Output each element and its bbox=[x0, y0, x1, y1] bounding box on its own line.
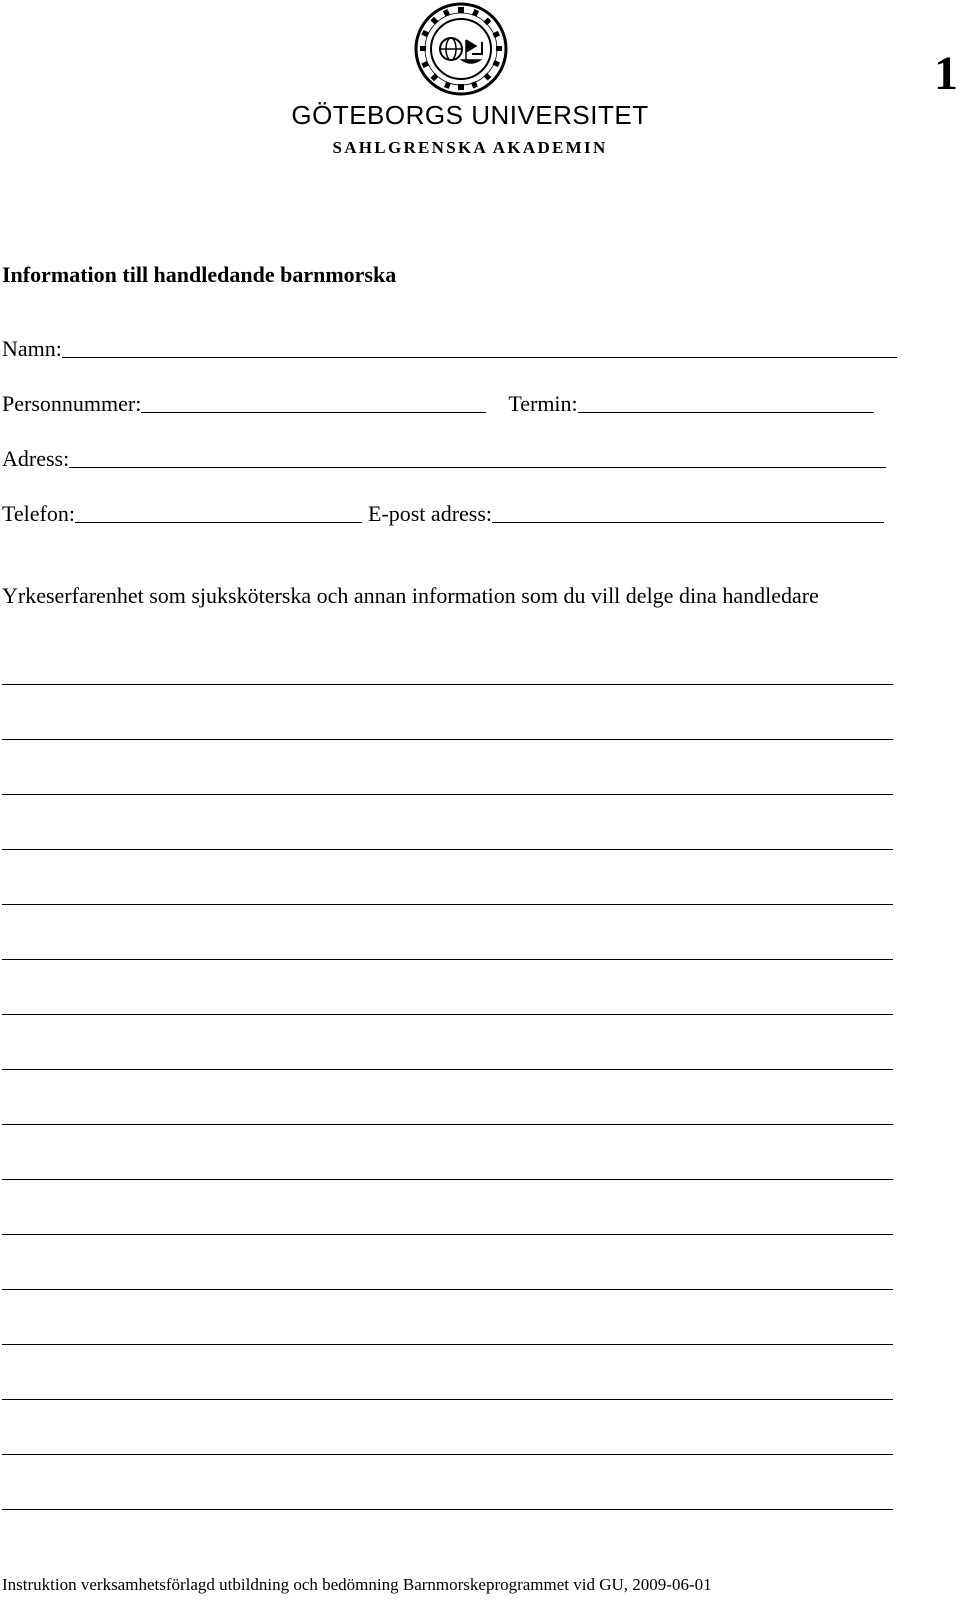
page-number: 1 bbox=[934, 47, 958, 100]
answer-line[interactable] bbox=[2, 1234, 893, 1235]
experience-description: Yrkeserfarenhet som sjuksköterska och annan information som du vill delge dina handledare bbox=[2, 583, 819, 608]
faculty-name: SAHLGRENSKA AKADEMIN bbox=[332, 138, 608, 157]
answer-line[interactable] bbox=[2, 849, 893, 850]
answer-line[interactable] bbox=[2, 684, 893, 685]
personnummer-label: Personnummer: bbox=[2, 391, 142, 416]
address-label: Adress: bbox=[2, 446, 70, 471]
termin-label: Termin: bbox=[508, 391, 578, 416]
phone-label: Telefon: bbox=[2, 501, 75, 526]
answer-line[interactable] bbox=[2, 1344, 893, 1345]
email-label: E-post adress: bbox=[367, 501, 493, 526]
answer-line[interactable] bbox=[2, 1454, 893, 1455]
termin-input-line[interactable] bbox=[578, 392, 874, 413]
answer-line[interactable] bbox=[2, 1509, 893, 1510]
university-logo bbox=[265, 2, 675, 162]
answer-line[interactable] bbox=[2, 1289, 893, 1290]
answer-line[interactable] bbox=[2, 959, 893, 960]
phone-email-row bbox=[2, 501, 884, 527]
name-label: Namn: bbox=[2, 336, 62, 361]
email-input-line[interactable] bbox=[492, 502, 884, 523]
form-title: Information till handledande barnmorska bbox=[2, 262, 397, 287]
address-input-line[interactable] bbox=[69, 447, 886, 468]
answer-line[interactable] bbox=[2, 739, 893, 740]
address-field-row bbox=[2, 446, 886, 472]
name-input-line[interactable] bbox=[62, 337, 897, 358]
answer-line[interactable] bbox=[2, 1179, 893, 1180]
university-name: GÖTEBORGS UNIVERSITET bbox=[291, 100, 649, 130]
answer-line[interactable] bbox=[2, 904, 893, 905]
answer-line[interactable] bbox=[2, 794, 893, 795]
phone-input-line[interactable] bbox=[75, 502, 362, 523]
personnummer-input-line[interactable] bbox=[141, 392, 486, 413]
name-field-row bbox=[2, 336, 897, 362]
university-seal-icon bbox=[414, 2, 508, 96]
answer-line[interactable] bbox=[2, 1124, 893, 1125]
footer-text: Instruktion verksamhetsförlagd utbildning och bedömning Barnmorskeprogrammet vid GU, 2009-06-01 bbox=[2, 1575, 712, 1594]
answer-line[interactable] bbox=[2, 1014, 893, 1015]
answer-line[interactable] bbox=[2, 1399, 893, 1400]
personnummer-termin-row bbox=[2, 391, 874, 417]
answer-line[interactable] bbox=[2, 1069, 893, 1070]
